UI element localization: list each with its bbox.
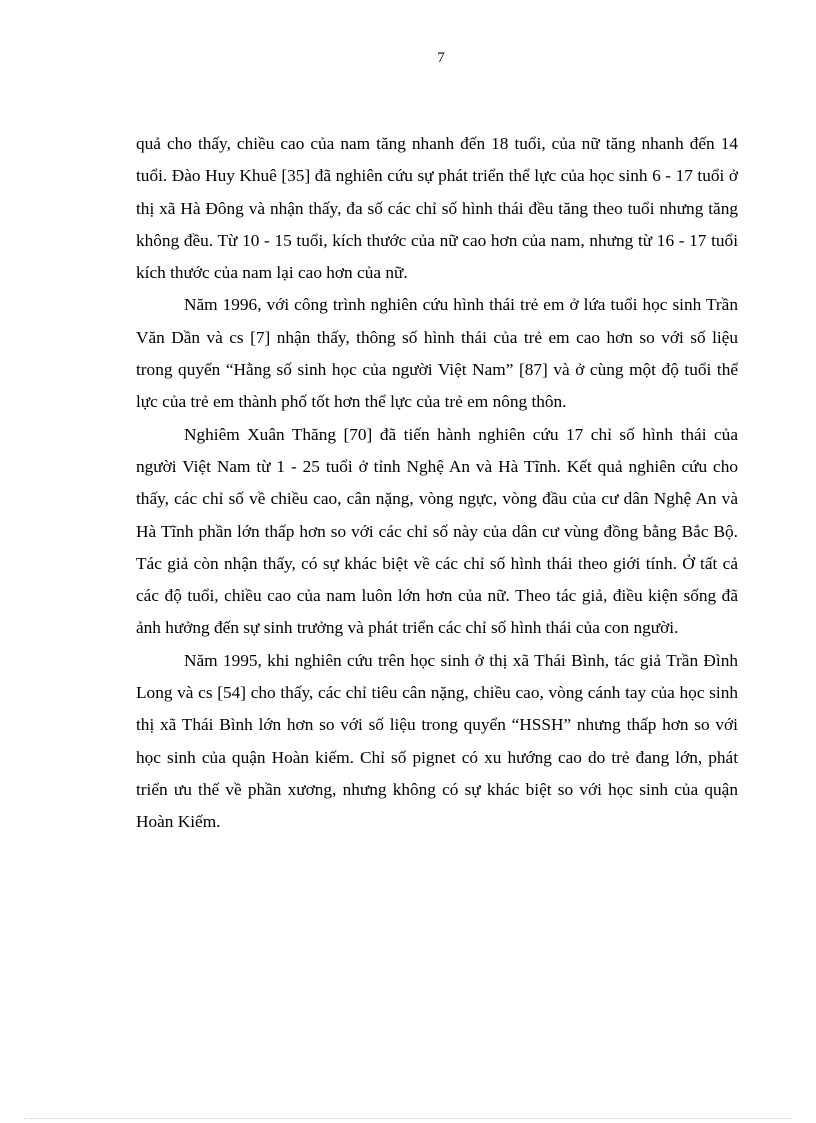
page-number: 7 — [437, 50, 445, 66]
page-bottom-divider — [24, 1118, 792, 1119]
paragraph-continued: quả cho thấy, chiều cao của nam tăng nhanh đến 18 tuổi, của nữ tăng nhanh đến 14 tuổi. Đào Huy Khuê [35] đã nghiên cứu sự phát triển thể lực của học sinh 6 - 17 tuổi ở thị xã Hà Đông và nhận thấy, đa số các chỉ số hình thái đều tăng theo tuổi nhưng tăng không đều. Từ 10 - 15 tuổi, kích thước của nữ cao hơn của nam, nhưng từ 16 - 17 tuổi kích thước của nam lại cao hơn của nữ. — [136, 134, 738, 283]
paragraph-tran-van-dan-1996: Năm 1996, với công trình nghiên cứu hình thái trẻ em ở lứa tuổi học sinh Trần Văn Dần và cs [7] nhận thấy, thông số hình thái của trẻ em cao hơn so với số liệu trong quyển “Hằng số sinh học của người Việt Nam” [87] và ở cùng một độ tuổi thể lực của trẻ em thành phố tốt hơn thể lực của trẻ em nông thôn. — [136, 295, 738, 412]
paragraph-nghiem-xuan-thang: Nghiêm Xuân Thăng [70] đã tiến hành nghiên cứu 17 chỉ số hình thái của người Việt Nam từ 1 - 25 tuổi ở tỉnh Nghệ An và Hà Tĩnh. Kết quả nghiên cứu cho thấy, các chỉ số về chiều cao, cân nặng, vòng ngực, vòng đầu của cư dân Nghệ An và Hà Tĩnh phần lớn thấp hơn so với các chỉ số này của dân cư vùng đồng bằng Bắc Bộ. Tác giả còn nhận thấy, có sự khác biệt về các chỉ số hình thái theo giới tính. Ở tất cả các độ tuổi, chiều cao của nam luôn lớn hơn của nữ. Theo tác giả, điều kiện sống đã ảnh hưởng đến sự sinh trưởng và phát triển các chỉ số hình thái của con người. — [136, 424, 738, 638]
document-body — [136, 128, 738, 839]
paragraph-tran-dinh-long-1995: Năm 1995, khi nghiên cứu trên học sinh ở thị xã Thái Bình, tác giả Trần Đình Long và cs [54] cho thấy, các chỉ tiêu cân nặng, chiều cao, vòng cánh tay của học sinh thị xã Thái Bình lớn hơn so với số liệu trong quyển “HSSH” nhưng thấp hơn so với học sinh của quận Hoàn kiếm. Chỉ số pignet có xu hướng cao do trẻ đang lớn, phát triển ưu thế về phần xương, nhưng không có sự khác biệt so với học sinh của quận Hoàn Kiếm. — [136, 650, 738, 832]
